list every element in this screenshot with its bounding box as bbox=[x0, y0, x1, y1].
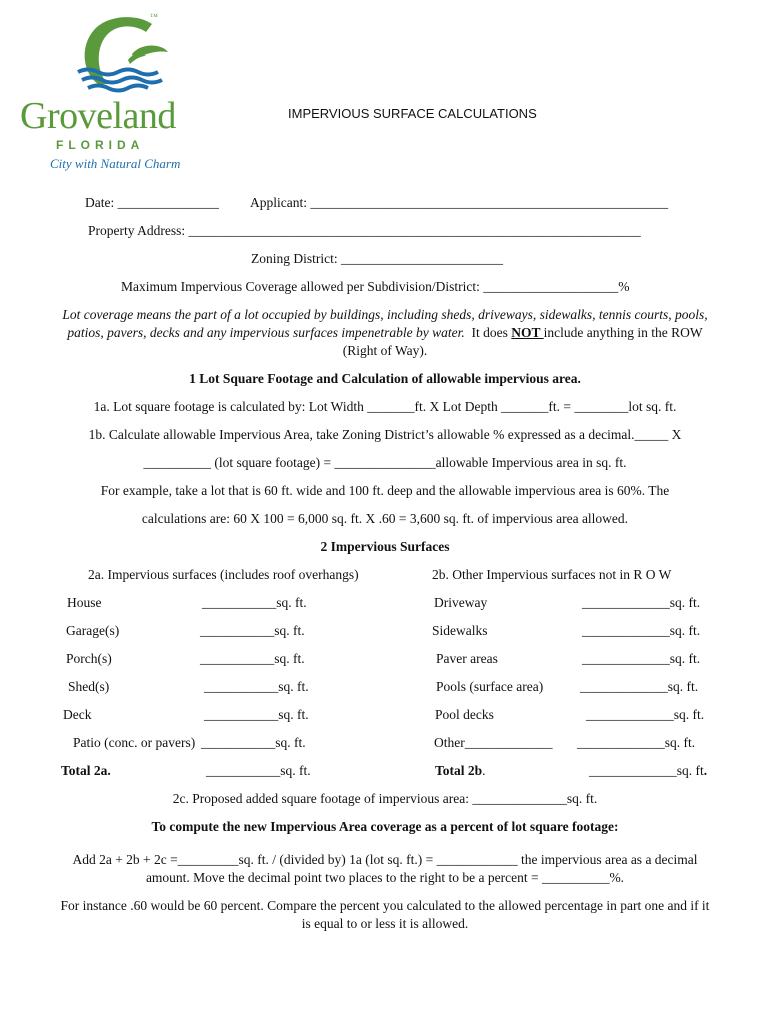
col-b-total-blank-text: _____________sq. ft bbox=[589, 763, 704, 778]
col-b-heading: 2b. Other Impervious surfaces not in R O W bbox=[432, 567, 672, 582]
col-b-blank-pool-decks[interactable]: _____________sq. ft. bbox=[586, 707, 705, 722]
col-a-blank-porch[interactable]: ___________sq. ft. bbox=[200, 651, 305, 666]
intro-not: NOT bbox=[511, 325, 544, 340]
col-b-blank-driveway[interactable]: _____________sq. ft. bbox=[582, 595, 701, 610]
line-1b-part1[interactable]: 1b. Calculate allowable Impervious Area, take Zoning District’s allowable % expressed as a decimal._____ X bbox=[88, 427, 682, 442]
intro-line-2a: patios, pavers, decks and any impervious surfaces impenetrable by water. bbox=[67, 325, 465, 340]
intro-line-2 bbox=[0, 325, 770, 341]
col-a-blank-patio[interactable]: ___________sq. ft. bbox=[201, 735, 306, 750]
col-a-label-porch: Porch(s) bbox=[66, 651, 112, 666]
col-b-label-driveway: Driveway bbox=[434, 595, 488, 610]
instance-line-1: For instance .60 would be 60 percent. Compare the percent you calculated to the allowed percentage in part one and if it bbox=[60, 898, 710, 913]
col-a-blank-total[interactable]: ___________sq. ft. bbox=[206, 763, 311, 778]
intro-line-3: (Right of Way). bbox=[342, 343, 428, 358]
col-a-label-shed: Shed(s) bbox=[68, 679, 110, 694]
line-1a[interactable]: 1a. Lot square footage is calculated by: Lot Width _______ft. X Lot Depth _______ft. = ________lot sq. ft. bbox=[93, 399, 677, 414]
col-b-label-pools: Pools (surface area) bbox=[436, 679, 544, 694]
date-field[interactable]: Date: _______________ bbox=[85, 195, 219, 210]
col-b-label-paver: Paver areas bbox=[436, 651, 498, 666]
intro-line-2b: It does bbox=[464, 325, 512, 340]
col-b-total-label-dot: . bbox=[482, 763, 486, 778]
logo-tagline: City with Natural Charm bbox=[50, 156, 181, 171]
col-a-blank-garage[interactable]: ___________sq. ft. bbox=[200, 623, 305, 638]
intro-line-2c: include anything in the ROW bbox=[543, 325, 703, 340]
logo-state: FLORIDA bbox=[56, 138, 145, 152]
col-b-total-label-text: Total 2b bbox=[435, 763, 483, 778]
proposed-added-line[interactable] bbox=[0, 791, 770, 807]
col-b-label-pool-decks: Pool decks bbox=[435, 707, 494, 722]
compute-line-1[interactable]: Add 2a + 2b + 2c =_________sq. ft. / (divided by) 1a (lot sq. ft.) = ____________ the impervious area as a decimal bbox=[72, 852, 698, 867]
col-a-label-deck: Deck bbox=[63, 707, 92, 722]
applicant-field[interactable]: Applicant: _____________________________________________________ bbox=[250, 195, 669, 210]
logo-wordmark: Groveland bbox=[20, 95, 176, 137]
section-1-heading: 1 Lot Square Footage and Calculation of allowable impervious area. bbox=[189, 371, 581, 386]
col-b-label-total bbox=[435, 763, 486, 779]
section-2-heading: 2 Impervious Surfaces bbox=[320, 539, 450, 554]
groveland-g-emblem-icon bbox=[68, 14, 188, 96]
col-b-label-sidewalks: Sidewalks bbox=[432, 623, 488, 638]
instance-line-2: is equal to or less it is allowed. bbox=[301, 916, 469, 931]
col-a-label-garage: Garage(s) bbox=[66, 623, 120, 638]
col-b-blank-other[interactable]: _____________sq. ft. bbox=[577, 735, 696, 750]
col-a-heading: 2a. Impervious surfaces (includes roof overhangs) bbox=[88, 567, 359, 582]
col-b-blank-total[interactable] bbox=[589, 763, 707, 779]
col-a-blank-shed[interactable]: ___________sq. ft. bbox=[204, 679, 309, 694]
logo-tm: ™ bbox=[150, 12, 158, 21]
col-a-blank-house[interactable]: ___________sq. ft. bbox=[202, 595, 307, 610]
col-b-blank-sidewalks[interactable]: _____________sq. ft. bbox=[582, 623, 701, 638]
zoning-district-field[interactable]: Zoning District: ________________________ bbox=[251, 251, 503, 266]
example-line-1: For example, take a lot that is 60 ft. wide and 100 ft. deep and the allowable impervious area is 60%. The bbox=[100, 483, 670, 498]
intro-line-1: Lot coverage means the part of a lot occupied by buildings, including sheds, driveways, sidewalks, tennis courts, pools, bbox=[62, 307, 708, 322]
proposed-label: 2c bbox=[172, 791, 186, 806]
line-1b-part2[interactable]: __________ (lot square footage) = _______________allowable Impervious area in sq. ft. bbox=[143, 455, 627, 470]
col-b-blank-pools[interactable]: _____________sq. ft. bbox=[580, 679, 699, 694]
example-line-2: calculations are: 60 X 100 = 6,000 sq. ft. X .60 = 3,600 sq. ft. of impervious area allowed. bbox=[141, 511, 629, 526]
page-title: IMPERVIOUS SURFACE CALCULATIONS bbox=[288, 106, 537, 121]
col-b-label-other[interactable]: Other_____________ bbox=[434, 735, 553, 750]
groveland-logo bbox=[20, 10, 210, 170]
col-a-label-house: House bbox=[67, 595, 102, 610]
col-a-label-patio: Patio (conc. or pavers) bbox=[73, 735, 196, 750]
compute-line-2[interactable]: amount. Move the decimal point two places to the right to be a percent = __________%. bbox=[145, 870, 625, 885]
col-b-blank-paver[interactable]: _____________sq. ft. bbox=[582, 651, 701, 666]
col-b-total-blank-dot: . bbox=[703, 763, 708, 778]
property-address-field[interactable]: Property Address: ___________________________________________________________________ bbox=[88, 223, 641, 238]
col-a-blank-deck[interactable]: ___________sq. ft. bbox=[204, 707, 309, 722]
proposed-text: . Proposed added square footage of impervious area: ______________sq. ft. bbox=[185, 791, 598, 806]
max-coverage-field[interactable]: Maximum Impervious Coverage allowed per Subdivision/District: ____________________% bbox=[121, 279, 630, 294]
col-a-label-total: Total 2a. bbox=[61, 763, 111, 778]
compute-heading: To compute the new Impervious Area coverage as a percent of lot square footage: bbox=[151, 819, 619, 834]
